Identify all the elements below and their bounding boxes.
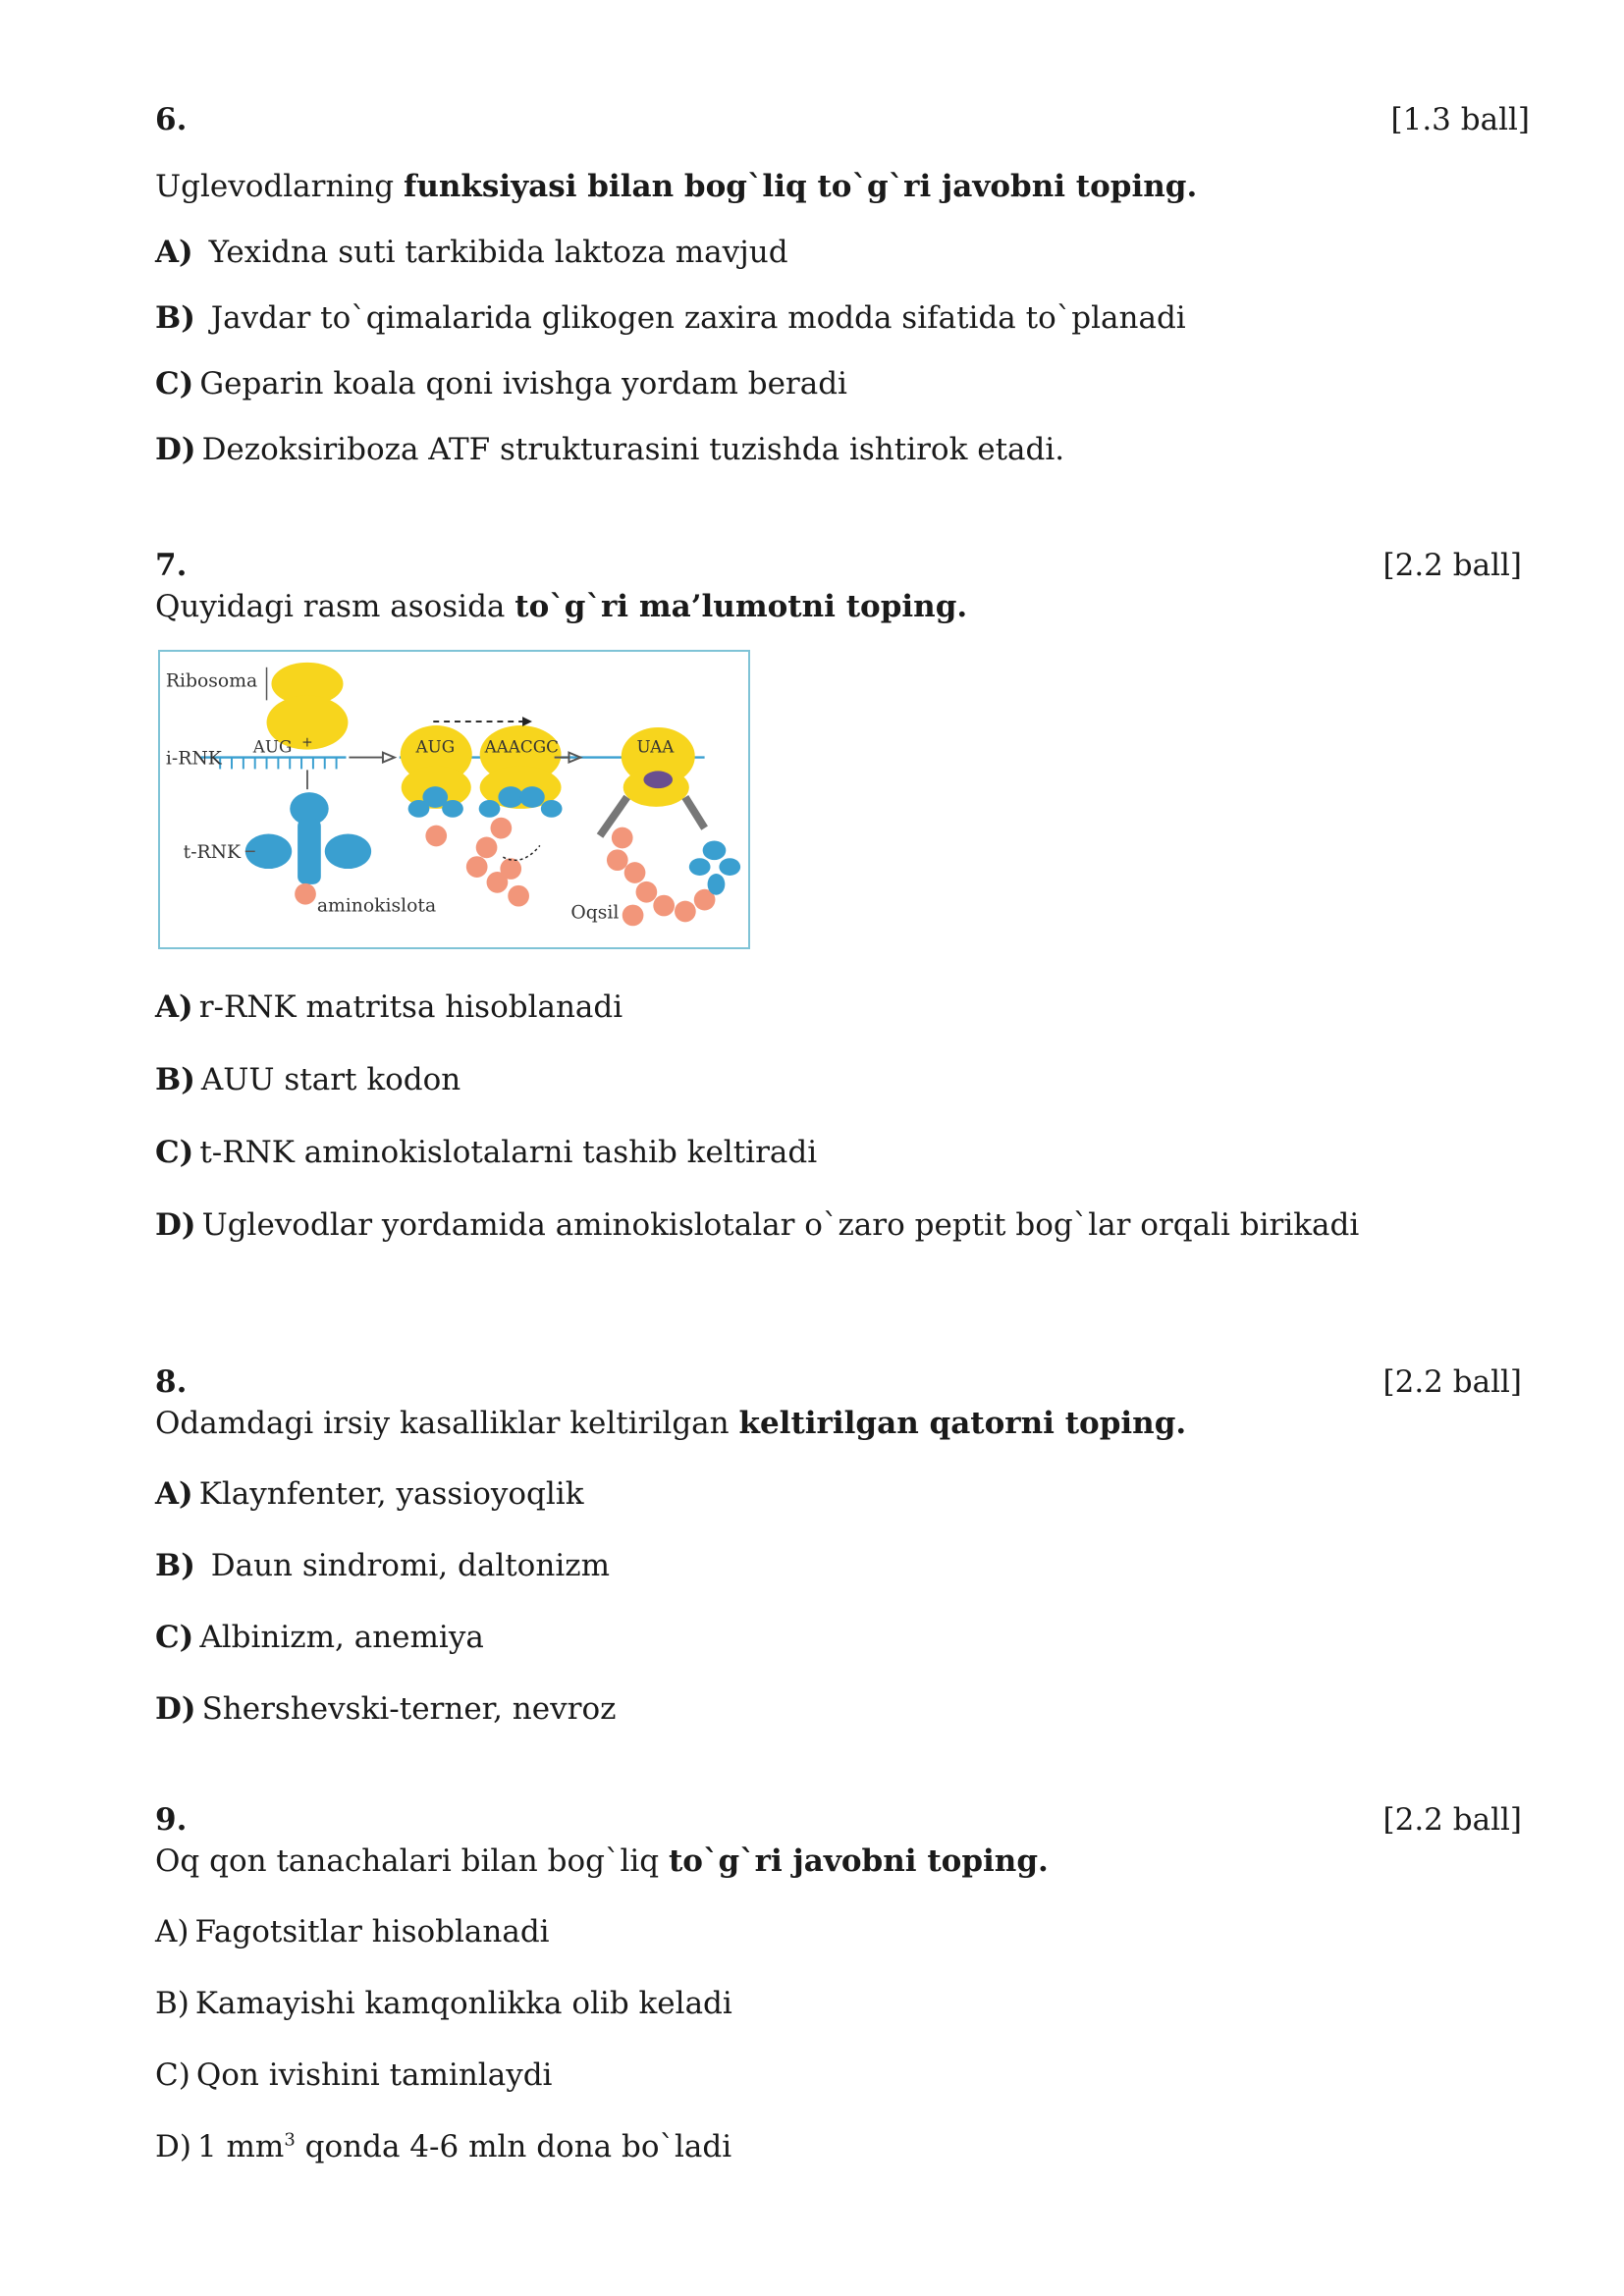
- option-a[interactable]: A) r-RNK matritsa hisoblanadi: [155, 989, 623, 1025]
- codon-aug: AUG: [415, 736, 456, 757]
- option-a[interactable]: A) Fagotsitlar hisoblanadi: [155, 1914, 550, 1949]
- option-label: B): [155, 1986, 189, 2021]
- question-score: [2.2 ball]: [1382, 1364, 1522, 1400]
- question-prompt: Odamdagi irsiy kasalliklar keltirilgan keltirilgan qatorni toping.: [155, 1406, 1187, 1441]
- option-label: A): [155, 1914, 189, 1949]
- question-number: 6.: [155, 102, 188, 137]
- option-d[interactable]: D) 1 $mm^3$ qonda 4-6 mln dona bo`ladi: [155, 2129, 732, 2164]
- label-trnk: t-RNK: [183, 842, 242, 864]
- question-header: [155, 548, 1530, 591]
- question-7-options: [155, 988, 1530, 1245]
- option-label: A): [155, 235, 193, 270]
- question-score: [1.3 ball]: [1390, 102, 1530, 137]
- question-header: [155, 1364, 1530, 1408]
- label-oqsil: Oqsil: [570, 902, 620, 924]
- question-header: [155, 1802, 1530, 1845]
- option-a[interactable]: A) Klaynfenter, yassioyoqlik: [155, 1476, 584, 1512]
- option-c[interactable]: C) Geparin koala qoni ivishga yordam beradi: [155, 366, 847, 401]
- option-c[interactable]: C) t-RNK aminokislotalarni tashib keltiradi: [155, 1135, 818, 1170]
- option-c[interactable]: C) Albinizm, anemiya: [155, 1620, 484, 1655]
- question-prompt: Oq qon tanachalari bilan bog`liq to`g`ri javobni toping.: [155, 1843, 1049, 1879]
- codon-aaacgc: AAACGC: [484, 736, 559, 757]
- trna-right-arm: [325, 834, 371, 870]
- question-header: [155, 102, 1530, 145]
- option-label: D): [155, 2129, 191, 2164]
- option-b[interactable]: B) AUU start kodon: [155, 1062, 461, 1097]
- option-d[interactable]: D) Shershevski-terner, nevroz: [155, 1691, 617, 1727]
- option-label: C): [155, 1135, 194, 1170]
- question-prompt: Quyidagi rasm asosida to`g`ri ma’lumotni toping.: [155, 589, 968, 624]
- question-7: [155, 548, 1530, 626]
- codon-uaa: UAA: [636, 736, 675, 757]
- question-prompt: Uglevodlarning funksiyasi bilan bog`liq to`g`ri javobni toping.: [155, 169, 1198, 204]
- option-label: B): [155, 300, 195, 336]
- question-number: 8.: [155, 1364, 188, 1400]
- question-number: 9.: [155, 1802, 188, 1838]
- option-d[interactable]: D) Dezoksiriboza ATF strukturasini tuzishda ishtirok etadi.: [155, 432, 1065, 467]
- option-d[interactable]: D) Uglevodlar yordamida aminokislotalar o`zaro peptit bog`lar orqali birikadi: [155, 1207, 1360, 1243]
- question-score: [2.2 ball]: [1382, 1802, 1522, 1838]
- codon-aug-start: AUG: [252, 736, 293, 757]
- option-label: C): [155, 2057, 190, 2093]
- question-9: [155, 1802, 1530, 2166]
- label-aminokislota: aminokislota: [316, 895, 437, 917]
- option-b[interactable]: B) Javdar to`qimalarida glikogen zaxira modda sifatida to`planadi: [155, 300, 1186, 336]
- amino-acid: [295, 883, 316, 905]
- option-label: C): [155, 366, 194, 401]
- label-ribosoma: Ribosoma: [165, 670, 258, 692]
- option-label: B): [155, 1548, 195, 1583]
- question-6: [155, 102, 1530, 469]
- svg-text:+: +: [301, 734, 313, 751]
- option-label: C): [155, 1620, 194, 1655]
- option-a[interactable]: A) Yexidna suti tarkibida laktoza mavjud: [155, 235, 788, 270]
- option-label: A): [155, 1476, 193, 1512]
- option-label: B): [155, 1062, 195, 1097]
- option-c[interactable]: C) Qon ivishini taminlaydi: [155, 2057, 553, 2093]
- translation-figure: [158, 650, 750, 949]
- option-label: D): [155, 1207, 196, 1243]
- question-score: [2.2 ball]: [1382, 548, 1522, 583]
- question-8: [155, 1364, 1530, 1729]
- label-irnk: i-RNK: [165, 748, 222, 770]
- option-label: A): [155, 989, 193, 1025]
- option-label: D): [155, 1691, 196, 1727]
- option-label: D): [155, 432, 196, 467]
- option-b[interactable]: B) Daun sindromi, daltonizm: [155, 1548, 610, 1583]
- question-number: 7.: [155, 548, 188, 583]
- superscript-3: 3: [284, 2129, 296, 2151]
- option-b[interactable]: B) Kamayishi kamqonlikka olib keladi: [155, 1986, 732, 2021]
- translation-diagram: [160, 652, 748, 947]
